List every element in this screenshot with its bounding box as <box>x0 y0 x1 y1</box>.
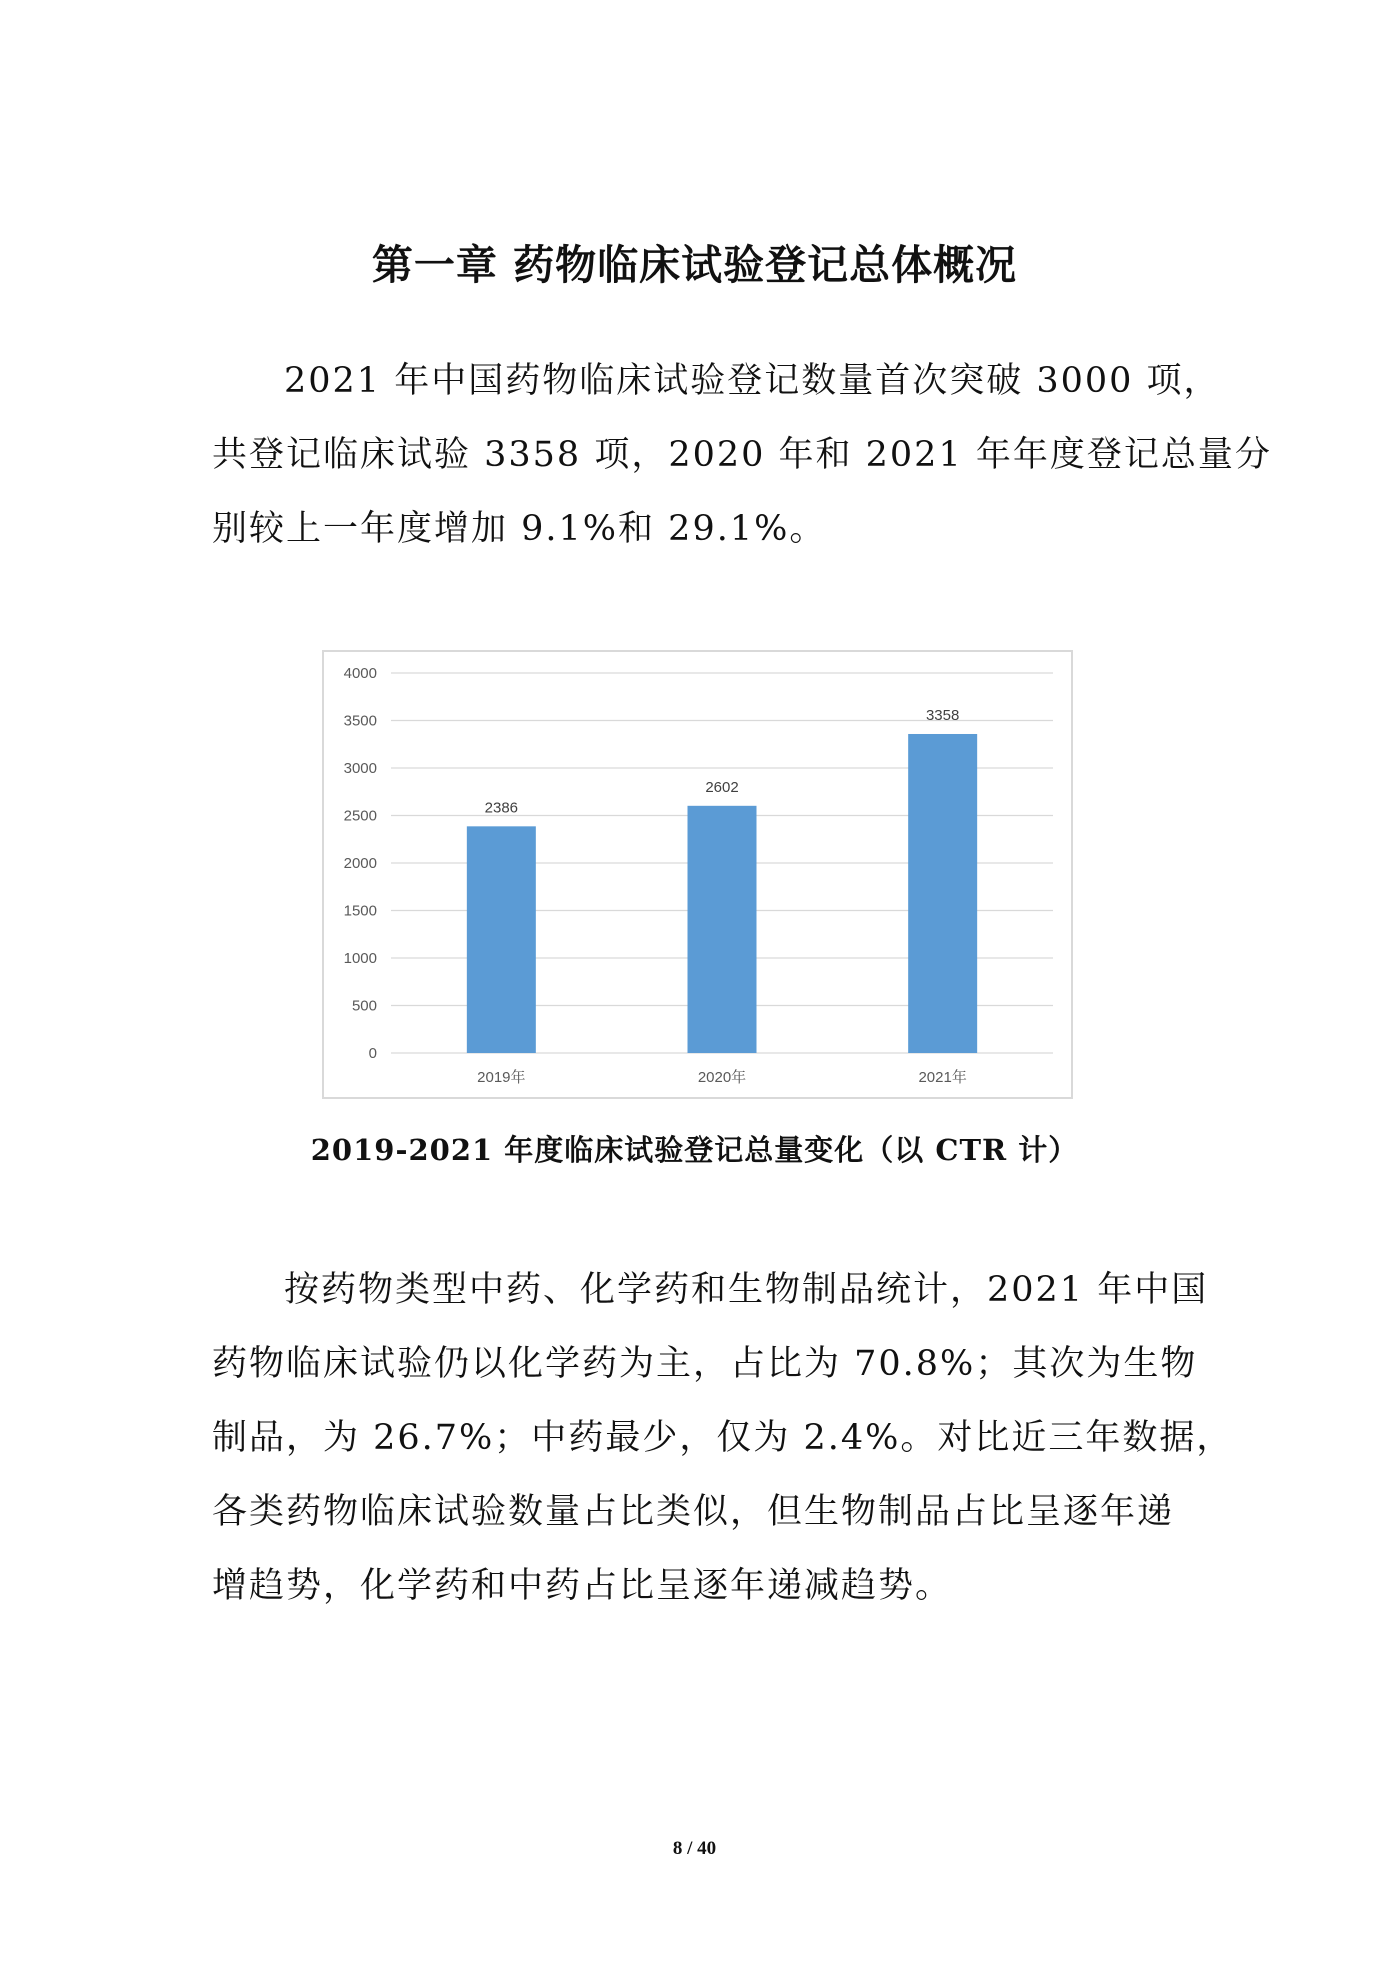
paragraph-line: 药物临床试验仍以化学药为主，占比为 70.8%；其次为生物 <box>212 1344 1198 1384</box>
x-tick-label: 2021年 <box>918 1069 967 1086</box>
paragraph-line: 按药物类型中药、化学药和生物制品统计，2021 年中国 <box>284 1270 1209 1310</box>
paragraph-line: 制品，为 26.7%；中药最少，仅为 2.4%。对比近三年数据， <box>212 1418 1234 1458</box>
x-tick-label: 2020年 <box>697 1069 747 1086</box>
data-label: 3358 <box>925 706 960 724</box>
y-tick-label: 1500 <box>343 902 377 920</box>
y-tick-label: 4000 <box>343 665 377 682</box>
data-label: 2386 <box>484 799 519 817</box>
chart-caption: 2019-2021 年度临床试验登记总量变化（以 CTR 计） <box>310 1133 1079 1167</box>
bar <box>467 826 536 1053</box>
paragraph-line: 各类药物临床试验数量占比类似，但生物制品占比呈逐年递 <box>212 1492 1175 1532</box>
y-tick-label: 2500 <box>343 807 377 825</box>
y-tick-label: 3500 <box>343 712 377 730</box>
paragraph-line: 别较上一年度增加 9.1%和 29.1%。 <box>212 509 827 549</box>
y-tick-label: 500 <box>351 997 377 1015</box>
data-label: 2602 <box>705 778 739 796</box>
y-tick-label: 3000 <box>343 760 377 777</box>
paragraph-line: 增趋势，化学药和中药占比呈逐年递减趋势。 <box>212 1566 953 1606</box>
bar <box>908 734 977 1053</box>
page-title: 第一章 药物临床试验登记总体概况 <box>371 241 1018 289</box>
y-tick-label: 2000 <box>343 855 377 872</box>
paragraph-line: 共登记临床试验 3358 项，2020 年和 2021 年年度登记总量分 <box>212 435 1272 475</box>
page-number: 8 / 40 <box>672 1838 717 1859</box>
intro-paragraph <box>212 344 1272 566</box>
x-tick-label: 2019年 <box>477 1069 526 1086</box>
bar <box>688 806 757 1053</box>
bar-chart <box>322 650 1073 1099</box>
paragraph-line: 2021 年中国药物临床试验登记数量首次突破 3000 项， <box>284 361 1221 401</box>
bar-chart-svg <box>324 652 1071 1097</box>
drug-type-paragraph <box>212 1253 1234 1623</box>
y-tick-label: 0 <box>368 1045 377 1062</box>
y-tick-label: 1000 <box>343 950 377 967</box>
